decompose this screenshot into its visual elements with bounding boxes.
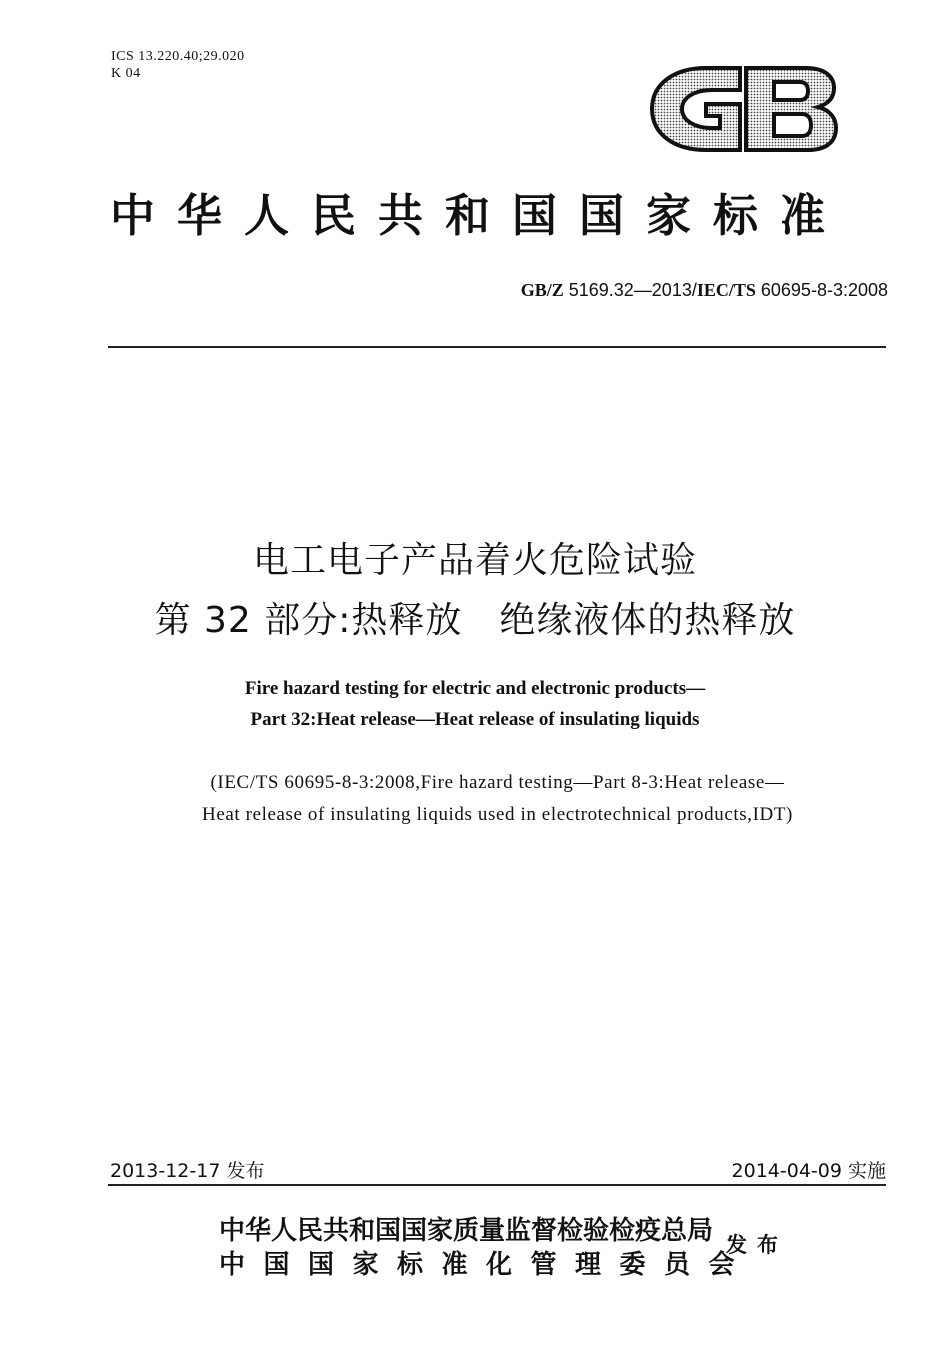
gb-logo bbox=[648, 60, 838, 158]
standard-main-number: 5169.32—2013/ bbox=[563, 280, 697, 300]
english-title-line-1: Fire hazard testing for electric and electronic products— bbox=[244, 678, 706, 699]
ccs-code: K 04 bbox=[111, 66, 141, 81]
footer-divider bbox=[108, 1184, 886, 1186]
ics-code: ICS 13.220.40;29.020 bbox=[111, 49, 245, 64]
national-standard-title: 中华人民共和国国家标准 bbox=[110, 189, 848, 242]
english-title-line-2: Part 32:Heat release—Heat release of insulating liquids bbox=[250, 709, 700, 730]
issuer-line-1: 中华人民共和国国家质量监督检验检疫总局 bbox=[219, 1216, 714, 1246]
iec-reference-line-1: (IEC/TS 60695-8-3:2008,Fire hazard testing—Part 8-3:Heat release— bbox=[210, 772, 785, 793]
iec-prefix: IEC/TS bbox=[696, 280, 756, 300]
implementation-date: 2014-04-09 实施 bbox=[731, 1160, 886, 1182]
standard-prefix: GB/Z bbox=[520, 280, 564, 300]
issue-date: 2013-12-17 发布 bbox=[110, 1160, 265, 1182]
header-divider bbox=[108, 346, 886, 348]
iec-reference-line-2: Heat release of insulating liquids used in electrotechnical products,IDT) bbox=[202, 804, 793, 825]
issuer-line-2: 中国国家标准化管理委员会 bbox=[219, 1250, 754, 1280]
chinese-title-line-2: 第 32 部分:热释放 绝缘液体的热释放 bbox=[154, 600, 796, 641]
chinese-title-line-1: 电工电子产品着火危险试验 bbox=[252, 540, 697, 581]
classification-codes bbox=[111, 48, 245, 82]
publish-label: 发布 bbox=[726, 1232, 788, 1257]
standard-number bbox=[380, 280, 888, 301]
iec-number: 60695-8-3:2008 bbox=[755, 280, 888, 300]
